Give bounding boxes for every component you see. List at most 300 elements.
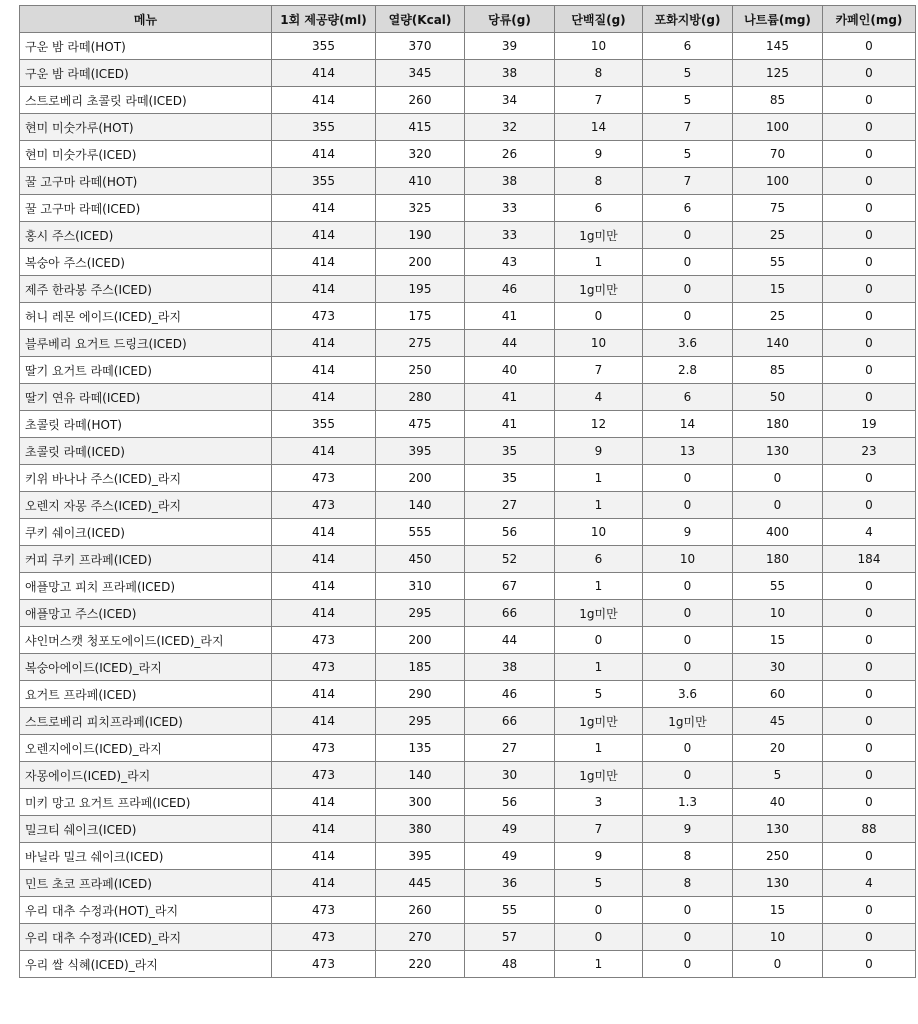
cell-sugar: 67 <box>465 573 555 600</box>
cell-calories: 410 <box>376 168 465 195</box>
cell-menu: 우리 대추 수정과(ICED)_라지 <box>20 924 272 951</box>
cell-protein: 1g미만 <box>555 708 643 735</box>
cell-menu: 딸기 요거트 라떼(ICED) <box>20 357 272 384</box>
cell-sodium: 25 <box>733 303 823 330</box>
cell-menu: 홍시 주스(ICED) <box>20 222 272 249</box>
cell-serving: 414 <box>272 276 376 303</box>
table-row <box>20 330 916 357</box>
cell-menu: 애플망고 피치 프라페(ICED) <box>20 573 272 600</box>
cell-serving: 473 <box>272 735 376 762</box>
cell-serving: 473 <box>272 303 376 330</box>
cell-protein: 14 <box>555 114 643 141</box>
cell-sugar: 48 <box>465 951 555 978</box>
cell-sat-fat: 5 <box>643 141 733 168</box>
cell-protein: 1 <box>555 492 643 519</box>
cell-protein: 8 <box>555 168 643 195</box>
cell-protein: 1 <box>555 654 643 681</box>
column-header-protein: 단백질(g) <box>555 6 643 33</box>
cell-protein: 5 <box>555 870 643 897</box>
cell-sugar: 38 <box>465 168 555 195</box>
cell-menu: 꿀 고구마 라떼(ICED) <box>20 195 272 222</box>
cell-sugar: 39 <box>465 33 555 60</box>
cell-calories: 345 <box>376 60 465 87</box>
cell-calories: 395 <box>376 843 465 870</box>
table-row <box>20 114 916 141</box>
cell-sodium: 180 <box>733 411 823 438</box>
cell-calories: 320 <box>376 141 465 168</box>
cell-calories: 415 <box>376 114 465 141</box>
cell-sugar: 66 <box>465 708 555 735</box>
cell-calories: 200 <box>376 249 465 276</box>
cell-sat-fat: 0 <box>643 303 733 330</box>
cell-calories: 310 <box>376 573 465 600</box>
cell-calories: 295 <box>376 708 465 735</box>
cell-serving: 355 <box>272 168 376 195</box>
table-row <box>20 600 916 627</box>
cell-caffeine: 0 <box>823 330 916 357</box>
cell-serving: 414 <box>272 843 376 870</box>
cell-serving: 414 <box>272 87 376 114</box>
cell-protein: 1 <box>555 249 643 276</box>
cell-caffeine: 0 <box>823 843 916 870</box>
cell-sugar: 41 <box>465 384 555 411</box>
cell-caffeine: 0 <box>823 465 916 492</box>
cell-sat-fat: 3.6 <box>643 330 733 357</box>
cell-serving: 414 <box>272 195 376 222</box>
cell-sugar: 38 <box>465 654 555 681</box>
table-row <box>20 573 916 600</box>
cell-protein: 8 <box>555 60 643 87</box>
cell-serving: 473 <box>272 897 376 924</box>
cell-menu: 밀크티 쉐이크(ICED) <box>20 816 272 843</box>
cell-menu: 구운 밤 라떼(ICED) <box>20 60 272 87</box>
cell-sodium: 20 <box>733 735 823 762</box>
cell-menu: 오렌지 자몽 주스(ICED)_라지 <box>20 492 272 519</box>
cell-sat-fat: 0 <box>643 654 733 681</box>
cell-menu: 우리 쌀 식혜(ICED)_라지 <box>20 951 272 978</box>
header-row <box>20 6 916 33</box>
cell-sodium: 40 <box>733 789 823 816</box>
cell-protein: 0 <box>555 897 643 924</box>
cell-menu: 허니 레몬 에이드(ICED)_라지 <box>20 303 272 330</box>
table-row <box>20 708 916 735</box>
column-header-sodium: 나트륨(mg) <box>733 6 823 33</box>
cell-protein: 12 <box>555 411 643 438</box>
cell-sodium: 250 <box>733 843 823 870</box>
cell-calories: 260 <box>376 897 465 924</box>
table-row <box>20 249 916 276</box>
cell-protein: 10 <box>555 330 643 357</box>
cell-menu: 복숭아 주스(ICED) <box>20 249 272 276</box>
cell-sodium: 145 <box>733 33 823 60</box>
cell-menu: 바닐라 밀크 쉐이크(ICED) <box>20 843 272 870</box>
cell-sugar: 49 <box>465 816 555 843</box>
cell-sat-fat: 9 <box>643 519 733 546</box>
cell-protein: 9 <box>555 843 643 870</box>
cell-sat-fat: 0 <box>643 924 733 951</box>
cell-sat-fat: 0 <box>643 762 733 789</box>
cell-calories: 380 <box>376 816 465 843</box>
table-body <box>20 33 916 978</box>
cell-protein: 1g미만 <box>555 276 643 303</box>
column-header-calories: 열량(Kcal) <box>376 6 465 33</box>
cell-sugar: 38 <box>465 60 555 87</box>
cell-sodium: 50 <box>733 384 823 411</box>
cell-serving: 414 <box>272 573 376 600</box>
cell-serving: 414 <box>272 546 376 573</box>
table-row <box>20 546 916 573</box>
cell-menu: 애플망고 주스(ICED) <box>20 600 272 627</box>
cell-caffeine: 0 <box>823 708 916 735</box>
cell-caffeine: 0 <box>823 357 916 384</box>
cell-sugar: 33 <box>465 222 555 249</box>
cell-sat-fat: 8 <box>643 870 733 897</box>
cell-sat-fat: 0 <box>643 897 733 924</box>
cell-serving: 414 <box>272 141 376 168</box>
cell-calories: 135 <box>376 735 465 762</box>
cell-serving: 414 <box>272 222 376 249</box>
cell-sat-fat: 0 <box>643 951 733 978</box>
cell-menu: 우리 대추 수정과(HOT)_라지 <box>20 897 272 924</box>
cell-sodium: 70 <box>733 141 823 168</box>
cell-menu: 제주 한라봉 주스(ICED) <box>20 276 272 303</box>
cell-menu: 현미 미숫가루(HOT) <box>20 114 272 141</box>
cell-caffeine: 0 <box>823 654 916 681</box>
cell-menu: 스트로베리 피치프라페(ICED) <box>20 708 272 735</box>
cell-sat-fat: 1g미만 <box>643 708 733 735</box>
cell-calories: 395 <box>376 438 465 465</box>
cell-menu: 오렌지에이드(ICED)_라지 <box>20 735 272 762</box>
cell-protein: 6 <box>555 546 643 573</box>
cell-calories: 555 <box>376 519 465 546</box>
cell-caffeine: 0 <box>823 303 916 330</box>
cell-menu: 민트 초코 프라페(ICED) <box>20 870 272 897</box>
cell-caffeine: 0 <box>823 114 916 141</box>
cell-sodium: 5 <box>733 762 823 789</box>
cell-menu: 미키 망고 요거트 프라페(ICED) <box>20 789 272 816</box>
table-row <box>20 843 916 870</box>
cell-sodium: 0 <box>733 492 823 519</box>
cell-caffeine: 0 <box>823 141 916 168</box>
cell-sat-fat: 13 <box>643 438 733 465</box>
cell-menu: 블루베리 요거트 드링크(ICED) <box>20 330 272 357</box>
cell-menu: 자몽에이드(ICED)_라지 <box>20 762 272 789</box>
cell-calories: 290 <box>376 681 465 708</box>
table-row <box>20 816 916 843</box>
cell-sat-fat: 10 <box>643 546 733 573</box>
cell-caffeine: 19 <box>823 411 916 438</box>
cell-caffeine: 0 <box>823 600 916 627</box>
table-row <box>20 276 916 303</box>
cell-caffeine: 0 <box>823 249 916 276</box>
table-row <box>20 492 916 519</box>
cell-sugar: 35 <box>465 465 555 492</box>
cell-menu: 커피 쿠키 프라페(ICED) <box>20 546 272 573</box>
cell-serving: 414 <box>272 789 376 816</box>
cell-sodium: 0 <box>733 951 823 978</box>
cell-sugar: 27 <box>465 735 555 762</box>
cell-caffeine: 0 <box>823 951 916 978</box>
table-row <box>20 60 916 87</box>
cell-sodium: 100 <box>733 168 823 195</box>
column-header-sat-fat: 포화지방(g) <box>643 6 733 33</box>
cell-serving: 473 <box>272 951 376 978</box>
cell-sugar: 49 <box>465 843 555 870</box>
cell-protein: 1 <box>555 465 643 492</box>
cell-caffeine: 0 <box>823 87 916 114</box>
table-row <box>20 384 916 411</box>
cell-caffeine: 0 <box>823 60 916 87</box>
table-row <box>20 87 916 114</box>
cell-sodium: 75 <box>733 195 823 222</box>
column-header-sugar: 당류(g) <box>465 6 555 33</box>
cell-sugar: 40 <box>465 357 555 384</box>
cell-protein: 1g미만 <box>555 762 643 789</box>
cell-sugar: 44 <box>465 330 555 357</box>
cell-sugar: 33 <box>465 195 555 222</box>
cell-sugar: 30 <box>465 762 555 789</box>
cell-sat-fat: 0 <box>643 573 733 600</box>
cell-sodium: 125 <box>733 60 823 87</box>
table-row <box>20 411 916 438</box>
cell-protein: 1g미만 <box>555 222 643 249</box>
cell-serving: 355 <box>272 114 376 141</box>
column-header-serving: 1회 제공량(ml) <box>272 6 376 33</box>
cell-caffeine: 0 <box>823 924 916 951</box>
table-row <box>20 141 916 168</box>
cell-sat-fat: 7 <box>643 168 733 195</box>
cell-sodium: 55 <box>733 573 823 600</box>
cell-protein: 1 <box>555 735 643 762</box>
cell-protein: 10 <box>555 519 643 546</box>
table-row <box>20 357 916 384</box>
cell-caffeine: 0 <box>823 168 916 195</box>
cell-sugar: 56 <box>465 789 555 816</box>
cell-calories: 280 <box>376 384 465 411</box>
cell-protein: 4 <box>555 384 643 411</box>
cell-protein: 6 <box>555 195 643 222</box>
cell-sat-fat: 0 <box>643 249 733 276</box>
cell-sugar: 41 <box>465 411 555 438</box>
nutrition-table <box>19 5 916 978</box>
cell-calories: 325 <box>376 195 465 222</box>
cell-sodium: 45 <box>733 708 823 735</box>
cell-caffeine: 0 <box>823 33 916 60</box>
table-row <box>20 924 916 951</box>
table-row <box>20 762 916 789</box>
table-row <box>20 465 916 492</box>
cell-sodium: 25 <box>733 222 823 249</box>
cell-sugar: 56 <box>465 519 555 546</box>
cell-protein: 1g미만 <box>555 600 643 627</box>
cell-serving: 473 <box>272 465 376 492</box>
cell-serving: 414 <box>272 519 376 546</box>
cell-sugar: 46 <box>465 681 555 708</box>
cell-sugar: 27 <box>465 492 555 519</box>
cell-calories: 250 <box>376 357 465 384</box>
cell-caffeine: 0 <box>823 573 916 600</box>
cell-serving: 355 <box>272 33 376 60</box>
cell-serving: 414 <box>272 681 376 708</box>
cell-calories: 445 <box>376 870 465 897</box>
cell-sat-fat: 8 <box>643 843 733 870</box>
table-row <box>20 951 916 978</box>
cell-serving: 473 <box>272 924 376 951</box>
cell-calories: 220 <box>376 951 465 978</box>
cell-sodium: 140 <box>733 330 823 357</box>
cell-sugar: 43 <box>465 249 555 276</box>
cell-sugar: 26 <box>465 141 555 168</box>
table-row <box>20 897 916 924</box>
cell-caffeine: 0 <box>823 735 916 762</box>
cell-sat-fat: 3.6 <box>643 681 733 708</box>
cell-serving: 414 <box>272 870 376 897</box>
cell-caffeine: 184 <box>823 546 916 573</box>
cell-calories: 295 <box>376 600 465 627</box>
cell-sat-fat: 2.8 <box>643 357 733 384</box>
cell-serving: 414 <box>272 600 376 627</box>
cell-menu: 초콜릿 라떼(HOT) <box>20 411 272 438</box>
cell-protein: 1 <box>555 573 643 600</box>
cell-protein: 10 <box>555 33 643 60</box>
cell-caffeine: 0 <box>823 492 916 519</box>
cell-sat-fat: 0 <box>643 276 733 303</box>
cell-sugar: 41 <box>465 303 555 330</box>
table-row <box>20 168 916 195</box>
cell-sugar: 66 <box>465 600 555 627</box>
cell-serving: 414 <box>272 330 376 357</box>
table-row <box>20 681 916 708</box>
cell-sat-fat: 0 <box>643 222 733 249</box>
cell-calories: 300 <box>376 789 465 816</box>
cell-sat-fat: 0 <box>643 492 733 519</box>
cell-sat-fat: 9 <box>643 816 733 843</box>
cell-calories: 270 <box>376 924 465 951</box>
cell-sodium: 0 <box>733 465 823 492</box>
cell-sat-fat: 0 <box>643 600 733 627</box>
cell-caffeine: 4 <box>823 519 916 546</box>
cell-menu: 쿠키 쉐이크(ICED) <box>20 519 272 546</box>
cell-caffeine: 0 <box>823 627 916 654</box>
cell-sodium: 15 <box>733 276 823 303</box>
column-header-menu: 메뉴 <box>20 6 272 33</box>
cell-calories: 190 <box>376 222 465 249</box>
cell-serving: 473 <box>272 627 376 654</box>
table-row <box>20 438 916 465</box>
cell-sugar: 35 <box>465 438 555 465</box>
table-row <box>20 519 916 546</box>
cell-calories: 185 <box>376 654 465 681</box>
cell-protein: 7 <box>555 816 643 843</box>
cell-calories: 140 <box>376 762 465 789</box>
cell-sodium: 15 <box>733 897 823 924</box>
cell-sugar: 34 <box>465 87 555 114</box>
cell-sugar: 57 <box>465 924 555 951</box>
cell-calories: 275 <box>376 330 465 357</box>
cell-sugar: 36 <box>465 870 555 897</box>
cell-serving: 414 <box>272 708 376 735</box>
cell-protein: 0 <box>555 627 643 654</box>
cell-menu: 샤인머스캣 청포도에이드(ICED)_라지 <box>20 627 272 654</box>
cell-sugar: 32 <box>465 114 555 141</box>
table-row <box>20 195 916 222</box>
cell-sat-fat: 7 <box>643 114 733 141</box>
cell-protein: 5 <box>555 681 643 708</box>
cell-caffeine: 0 <box>823 762 916 789</box>
cell-calories: 260 <box>376 87 465 114</box>
cell-serving: 355 <box>272 411 376 438</box>
cell-sat-fat: 6 <box>643 195 733 222</box>
cell-protein: 9 <box>555 141 643 168</box>
cell-sodium: 180 <box>733 546 823 573</box>
cell-serving: 473 <box>272 762 376 789</box>
cell-sodium: 400 <box>733 519 823 546</box>
cell-sodium: 10 <box>733 600 823 627</box>
cell-serving: 473 <box>272 654 376 681</box>
cell-sodium: 15 <box>733 627 823 654</box>
table-row <box>20 222 916 249</box>
cell-protein: 0 <box>555 303 643 330</box>
cell-calories: 200 <box>376 627 465 654</box>
cell-sat-fat: 5 <box>643 60 733 87</box>
cell-protein: 0 <box>555 924 643 951</box>
cell-calories: 370 <box>376 33 465 60</box>
table-row <box>20 303 916 330</box>
cell-menu: 현미 미숫가루(ICED) <box>20 141 272 168</box>
cell-menu: 복숭아에이드(ICED)_라지 <box>20 654 272 681</box>
cell-caffeine: 88 <box>823 816 916 843</box>
cell-sugar: 52 <box>465 546 555 573</box>
cell-menu: 스트로베리 초콜릿 라떼(ICED) <box>20 87 272 114</box>
cell-sodium: 30 <box>733 654 823 681</box>
cell-menu: 키위 바나나 주스(ICED)_라지 <box>20 465 272 492</box>
cell-protein: 7 <box>555 87 643 114</box>
cell-sat-fat: 14 <box>643 411 733 438</box>
cell-sodium: 130 <box>733 438 823 465</box>
cell-sat-fat: 5 <box>643 87 733 114</box>
table-row <box>20 870 916 897</box>
cell-calories: 175 <box>376 303 465 330</box>
cell-sat-fat: 0 <box>643 627 733 654</box>
cell-sat-fat: 1.3 <box>643 789 733 816</box>
table-row <box>20 33 916 60</box>
cell-caffeine: 0 <box>823 195 916 222</box>
cell-calories: 450 <box>376 546 465 573</box>
cell-sugar: 44 <box>465 627 555 654</box>
cell-caffeine: 0 <box>823 897 916 924</box>
cell-menu: 딸기 연유 라떼(ICED) <box>20 384 272 411</box>
cell-serving: 414 <box>272 438 376 465</box>
cell-protein: 3 <box>555 789 643 816</box>
table-row <box>20 654 916 681</box>
cell-sat-fat: 6 <box>643 33 733 60</box>
cell-calories: 140 <box>376 492 465 519</box>
cell-sodium: 100 <box>733 114 823 141</box>
cell-sat-fat: 0 <box>643 465 733 492</box>
cell-sugar: 55 <box>465 897 555 924</box>
cell-menu: 초콜릿 라떼(ICED) <box>20 438 272 465</box>
cell-serving: 414 <box>272 816 376 843</box>
table-row <box>20 789 916 816</box>
cell-protein: 1 <box>555 951 643 978</box>
cell-sodium: 60 <box>733 681 823 708</box>
column-header-caffeine: 카페인(mg) <box>823 6 916 33</box>
cell-calories: 475 <box>376 411 465 438</box>
cell-sodium: 10 <box>733 924 823 951</box>
cell-calories: 200 <box>376 465 465 492</box>
cell-sodium: 55 <box>733 249 823 276</box>
cell-menu: 요거트 프라페(ICED) <box>20 681 272 708</box>
